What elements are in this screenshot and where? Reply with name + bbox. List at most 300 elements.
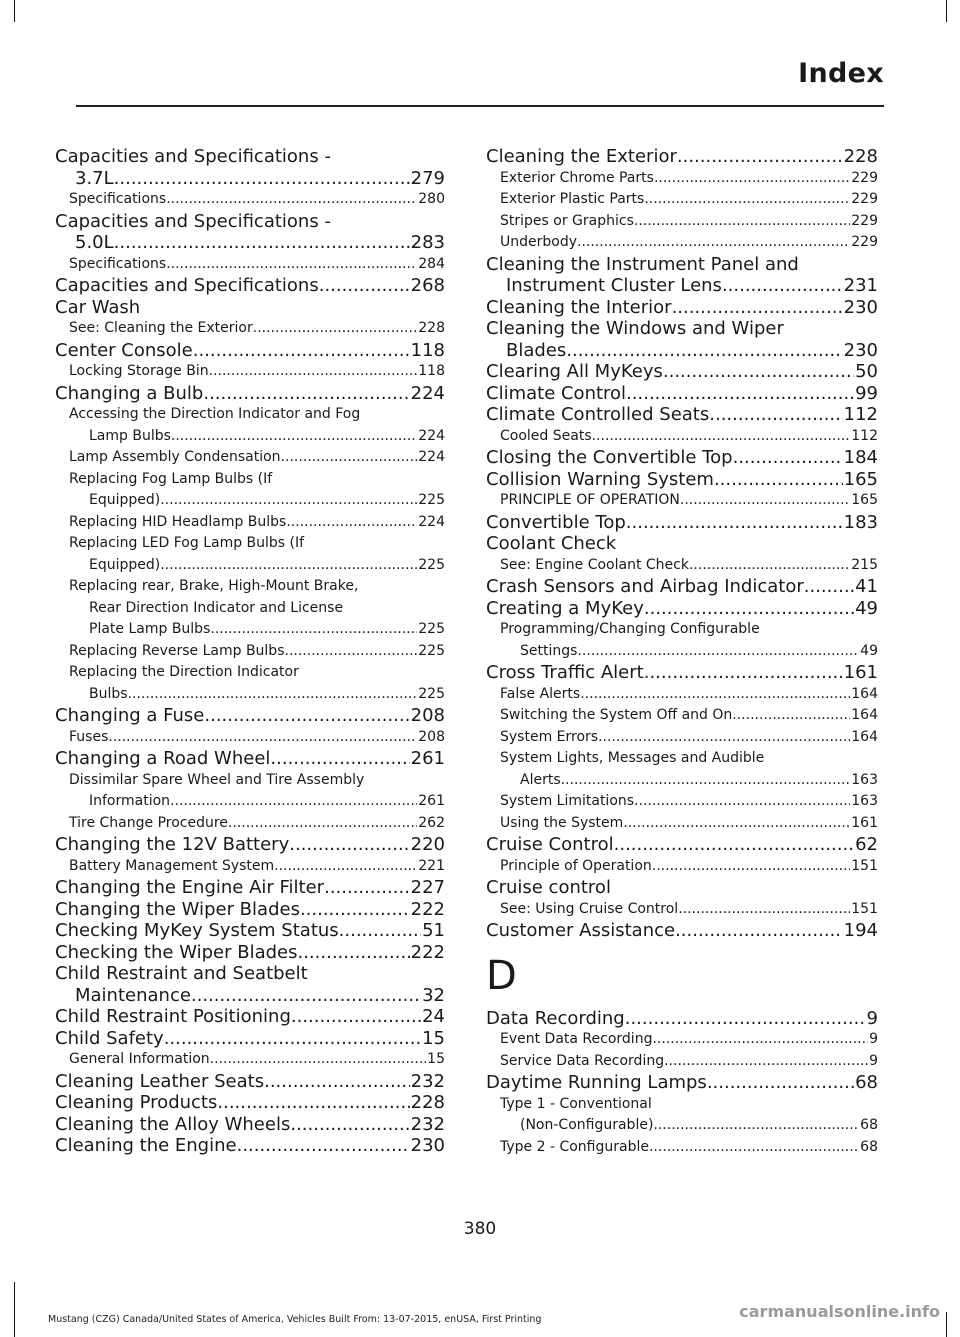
index-entry[interactable]: [486, 404, 878, 426]
dot-leader: [228, 813, 417, 835]
index-subentry[interactable]: [486, 619, 878, 662]
entry-page-number[interactable]: 222: [410, 941, 445, 963]
entry-page-number[interactable]: 228: [843, 146, 878, 167]
index-entry[interactable]: [55, 1028, 445, 1050]
entry-text: See: Cleaning the Exterior: [69, 320, 253, 336]
dot-leader: [709, 404, 842, 426]
entry-page-number[interactable]: 229: [851, 169, 878, 186]
dot-leader: [253, 318, 418, 340]
index-entry[interactable]: [486, 254, 878, 297]
index-entry[interactable]: [55, 877, 445, 899]
entry-text: Cooled Seats: [500, 427, 592, 444]
crop-mark-bottom-left: [14, 1282, 15, 1337]
dot-leader: [170, 791, 417, 813]
entry-text: Bulbs: [89, 685, 128, 702]
entry-text: Replacing HID Headlamp Bulbs: [69, 513, 287, 530]
entry-text: See: Engine Coolant Check: [500, 556, 689, 573]
entry-page-number[interactable]: 183: [843, 511, 878, 533]
entry-text: Exterior Plastic Parts: [500, 191, 645, 207]
entry-text: Principle of Operation: [500, 857, 652, 874]
entry-page-number[interactable]: 232: [410, 1070, 445, 1092]
entry-text: Equipped): [89, 556, 161, 573]
dot-leader: [289, 834, 409, 856]
entry-page-number[interactable]: 220: [410, 834, 445, 855]
entry-text: Cleaning the Windows and Wiper: [486, 318, 784, 339]
entry-text: Collision Warning System: [486, 468, 714, 490]
dot-leader: [626, 512, 843, 534]
watermark: carmanualsonline.info: [739, 1302, 940, 1321]
crop-mark-top-right: [946, 0, 947, 22]
index-entry[interactable]: [55, 1135, 445, 1157]
entry-page-number[interactable]: 68: [855, 1072, 878, 1093]
entry-page-number[interactable]: 232: [410, 1113, 445, 1135]
dot-leader: [614, 834, 854, 856]
index-subentry[interactable]: [55, 189, 445, 211]
dot-leader: [300, 899, 410, 921]
dot-leader: [114, 168, 410, 190]
entry-page-number[interactable]: 118: [418, 363, 445, 379]
entry-text: Climate Controlled Seats: [486, 404, 710, 425]
index-subentry[interactable]: [486, 791, 878, 813]
dot-leader: [626, 383, 854, 405]
entry-page-number[interactable]: 41: [855, 576, 878, 597]
index-subentry[interactable]: [486, 705, 878, 727]
entry-page-number[interactable]: 262: [418, 814, 445, 831]
entry-text: General Information: [69, 1051, 210, 1067]
index-entry[interactable]: [55, 146, 445, 189]
entry-page-number[interactable]: 225: [418, 621, 445, 637]
entry-page-number[interactable]: 228: [418, 320, 445, 336]
index-column-left: [55, 146, 445, 1157]
dot-leader: [678, 899, 850, 921]
dot-leader: [580, 684, 850, 706]
dot-leader: [634, 211, 850, 233]
entry-text: Battery Management System: [69, 857, 275, 874]
entry-text: Center Console: [55, 339, 193, 361]
entry-page-number[interactable]: 230: [843, 339, 878, 361]
entry-text: Changing a Fuse: [55, 705, 205, 726]
index-subentry[interactable]: [486, 1137, 878, 1159]
entry-text: System Errors: [500, 728, 599, 745]
entry-page-number[interactable]: 227: [410, 877, 445, 898]
dot-leader: [204, 705, 409, 727]
entry-text: Changing a Bulb: [55, 382, 204, 404]
entry-text: Capacities and Specifications: [55, 275, 319, 296]
dot-leader: [714, 469, 843, 491]
entry-text: 3.7L: [75, 167, 114, 189]
index-subentry[interactable]: [55, 856, 445, 878]
index-entry[interactable]: [55, 834, 445, 856]
index-subentry[interactable]: [486, 189, 878, 211]
entry-page-number[interactable]: 230: [410, 1135, 445, 1156]
entry-text: Climate Control: [486, 382, 627, 404]
index-entry[interactable]: [486, 361, 878, 383]
entry-text: Child Restraint Positioning: [55, 1006, 291, 1027]
entry-page-number[interactable]: 112: [843, 404, 878, 425]
index-subentry[interactable]: [486, 856, 878, 878]
entry-text: Checking MyKey System Status: [55, 920, 339, 941]
dot-leader: [577, 641, 859, 663]
index-entry[interactable]: [486, 598, 878, 620]
entry-text: Lamp Bulbs: [89, 427, 171, 444]
entry-text: 5.0L: [75, 232, 114, 253]
dot-leader: [160, 490, 417, 512]
index-subentry[interactable]: [55, 533, 445, 576]
index-subentry[interactable]: [55, 447, 445, 469]
dot-leader: [270, 748, 409, 770]
dot-leader: [290, 1114, 409, 1136]
index-entry[interactable]: [486, 469, 878, 491]
entry-text: Cruise control: [486, 877, 611, 898]
index-subentry[interactable]: [486, 899, 878, 921]
index-subentry[interactable]: [486, 727, 878, 749]
index-subentry[interactable]: [55, 469, 445, 512]
index-subentry[interactable]: [486, 684, 878, 706]
index-subentry[interactable]: [55, 813, 445, 835]
entry-text: Replacing LED Fog Lamp Bulbs (If: [69, 535, 305, 551]
index-subentry[interactable]: [486, 555, 878, 577]
entry-text: Equipped): [89, 492, 161, 508]
index-column-right: [486, 146, 878, 1158]
entry-text: Cleaning the Engine: [55, 1135, 237, 1156]
index-subentry[interactable]: [486, 426, 878, 448]
entry-page-number[interactable]: 9: [869, 1031, 878, 1047]
entry-text: Replacing Fog Lamp Bulbs (If: [69, 470, 273, 487]
entry-page-number[interactable]: 15: [427, 1051, 445, 1067]
entry-text: Cleaning the Exterior: [486, 146, 677, 167]
dot-leader: [634, 791, 850, 813]
entry-page-number[interactable]: 231: [843, 275, 878, 296]
index-subentry[interactable]: [486, 490, 878, 512]
dot-leader: [577, 232, 850, 254]
index-entry[interactable]: [486, 662, 878, 684]
entry-text: Specifications: [69, 255, 167, 272]
dot-leader: [209, 361, 418, 383]
entry-text: Child Restraint and Seatbelt: [55, 963, 308, 984]
index-entry[interactable]: [55, 963, 445, 1006]
dot-leader: [160, 555, 417, 577]
entry-text: Maintenance: [75, 984, 191, 1006]
dot-leader: [191, 985, 421, 1007]
index-entry[interactable]: [55, 748, 445, 770]
entry-page-number[interactable]: 261: [410, 748, 445, 769]
dot-leader: [561, 770, 851, 792]
dot-leader: [291, 1006, 421, 1028]
dot-leader: [722, 275, 843, 297]
footer-edition-text: Mustang (CZG) Canada/United States of America, Vehicles Built From: 13-07-2015, enUSA, First Printing: [48, 1314, 542, 1325]
dot-leader: [649, 1137, 859, 1159]
entry-page-number[interactable]: 229: [851, 212, 878, 229]
index-subentry[interactable]: [55, 770, 445, 813]
entry-page-number[interactable]: 165: [851, 492, 878, 508]
dot-leader: [653, 1115, 859, 1137]
index-entry[interactable]: [486, 1072, 878, 1094]
entry-page-number[interactable]: 118: [410, 339, 445, 361]
entry-text: Dissimilar Spare Wheel and Tire Assembly: [69, 771, 365, 788]
entry-text: System Limitations: [500, 793, 635, 809]
entry-page-number[interactable]: 49: [855, 597, 878, 619]
index-subentry[interactable]: [55, 318, 445, 340]
dot-leader: [652, 1029, 868, 1051]
entry-page-number[interactable]: 224: [418, 449, 445, 465]
dot-leader: [297, 942, 409, 964]
entry-page-number[interactable]: 9: [869, 1052, 878, 1069]
dot-leader: [114, 232, 410, 254]
dot-leader: [675, 920, 843, 942]
index-entry[interactable]: [486, 297, 878, 319]
index-entry[interactable]: [486, 447, 878, 469]
entry-text: Capacities and Specifications -: [55, 210, 331, 232]
entry-text: Cleaning the Instrument Panel and: [486, 253, 799, 275]
dot-leader: [592, 426, 851, 448]
index-entry[interactable]: [55, 383, 445, 405]
page-number: 380: [463, 1219, 497, 1239]
dot-leader: [286, 512, 417, 534]
index-entry[interactable]: [55, 942, 445, 964]
entry-text: Tire Change Procedure: [69, 814, 228, 831]
index-entry[interactable]: [55, 297, 445, 319]
crop-mark-bottom-right: [946, 1312, 947, 1337]
entry-page-number[interactable]: 24: [422, 1006, 445, 1027]
entry-text: False Alerts: [500, 685, 581, 702]
entry-text: Checking the Wiper Blades: [55, 941, 298, 963]
index-entry[interactable]: [55, 1114, 445, 1136]
entry-page-number[interactable]: 68: [860, 1117, 878, 1133]
entry-text: Convertible Top: [486, 511, 626, 533]
index-subentry[interactable]: [486, 1051, 878, 1073]
entry-page-number[interactable]: 224: [410, 382, 445, 404]
entry-page-number[interactable]: 224: [418, 513, 445, 530]
entry-page-number[interactable]: 164: [851, 707, 878, 723]
dot-leader: [319, 275, 410, 297]
entry-page-number[interactable]: 230: [843, 296, 878, 318]
entry-page-number[interactable]: 163: [851, 793, 878, 809]
index-entry[interactable]: [486, 318, 878, 361]
entry-page-number[interactable]: 225: [418, 685, 445, 702]
entry-text: Replacing Reverse Lamp Bulbs: [69, 642, 285, 659]
index-entry[interactable]: [486, 877, 878, 899]
entry-page-number[interactable]: 224: [418, 427, 445, 444]
entry-text: Event Data Recording: [500, 1031, 653, 1047]
entry-text: Rear Direction Indicator and License: [89, 599, 344, 616]
entry-page-number[interactable]: 112: [851, 427, 878, 444]
dot-leader: [339, 920, 421, 942]
entry-page-number[interactable]: 225: [418, 642, 445, 659]
index-entry[interactable]: [486, 1008, 878, 1030]
entry-page-number[interactable]: 62: [855, 834, 878, 855]
entry-page-number[interactable]: 15: [422, 1027, 445, 1049]
dot-leader: [644, 189, 850, 211]
entry-page-number[interactable]: 229: [851, 234, 878, 250]
entry-text: Information: [89, 793, 171, 809]
entry-text: PRINCIPLE OF OPERATION: [500, 492, 680, 508]
entry-text: Plate Lamp Bulbs: [89, 621, 211, 637]
dot-leader: [689, 555, 850, 577]
entry-page-number[interactable]: 49: [860, 642, 878, 659]
entry-text: Child Safety: [55, 1027, 164, 1049]
index-entry[interactable]: [55, 340, 445, 362]
index-entry[interactable]: [486, 512, 878, 534]
entry-page-number[interactable]: 164: [851, 685, 878, 702]
index-entry[interactable]: [55, 1006, 445, 1028]
entry-text: Fuses: [69, 728, 109, 745]
index-subentry[interactable]: [55, 576, 445, 641]
entry-page-number[interactable]: 222: [410, 898, 445, 920]
entry-text: Exterior Chrome Parts: [500, 169, 654, 186]
dot-leader: [598, 727, 850, 749]
entry-text: Capacities and Specifications -: [55, 146, 331, 167]
entry-text: Alerts: [520, 771, 561, 788]
index-subentry[interactable]: [486, 232, 878, 254]
dot-leader: [237, 1135, 410, 1157]
index-subentry[interactable]: [55, 727, 445, 749]
dot-leader: [166, 189, 417, 211]
entry-page-number[interactable]: 50: [855, 361, 878, 382]
dot-leader: [625, 1008, 866, 1030]
dot-leader: [281, 447, 418, 469]
index-entry[interactable]: [55, 899, 445, 921]
entry-page-number[interactable]: 208: [410, 705, 445, 726]
entry-text: Type 2 - Configurable: [500, 1138, 649, 1155]
index-subentry[interactable]: [55, 512, 445, 534]
entry-text: Using the System: [500, 814, 624, 831]
entry-page-number[interactable]: 280: [418, 191, 445, 207]
entry-text: Accessing the Direction Indicator and Fog: [69, 406, 361, 422]
entry-page-number[interactable]: 151: [851, 900, 878, 917]
dot-leader: [644, 662, 843, 684]
entry-text: Closing the Convertible Top: [486, 447, 733, 468]
entry-page-number[interactable]: 161: [843, 662, 878, 683]
entry-page-number[interactable]: 184: [843, 447, 878, 468]
index-subentry[interactable]: [55, 254, 445, 276]
entry-page-number[interactable]: 165: [843, 468, 878, 490]
index-entry[interactable]: [486, 383, 878, 405]
index-entry[interactable]: [55, 920, 445, 942]
index-subentry[interactable]: [486, 1029, 878, 1051]
entry-page-number[interactable]: 51: [422, 920, 445, 941]
entry-text: Car Wash: [55, 296, 141, 318]
entry-text: Lamp Assembly Condensation: [69, 449, 281, 465]
index-entry[interactable]: [55, 275, 445, 297]
index-subentry[interactable]: [486, 1094, 878, 1137]
entry-text: Programming/Changing Configurable: [500, 621, 760, 637]
crop-mark-top-left: [14, 0, 15, 22]
entry-text: Underbody: [500, 234, 577, 250]
entry-text: Switching the System Off and On: [500, 707, 733, 723]
entry-page-number[interactable]: 221: [418, 857, 445, 874]
entry-text: System Lights, Messages and Audible: [500, 750, 765, 766]
header-divider: [76, 105, 884, 107]
entry-text: Service Data Recording: [500, 1052, 665, 1069]
entry-text: Locking Storage Bin: [69, 363, 209, 379]
entry-page-number[interactable]: 268: [410, 275, 445, 296]
index-entry[interactable]: [486, 533, 878, 555]
index-entry[interactable]: [486, 146, 878, 168]
index-subentry[interactable]: [486, 813, 878, 835]
entry-page-number[interactable]: 194: [843, 920, 878, 941]
index-entry[interactable]: [486, 920, 878, 942]
entry-page-number[interactable]: 208: [418, 728, 445, 745]
dot-leader: [193, 340, 410, 362]
entry-text: Stripes or Graphics: [500, 212, 634, 229]
index-subentry[interactable]: [486, 211, 878, 233]
entry-page-number[interactable]: 32: [422, 984, 445, 1006]
dot-leader: [654, 168, 850, 190]
dot-leader: [166, 254, 417, 276]
index-subentry[interactable]: [486, 748, 878, 791]
entry-text: Cleaning Leather Seats: [55, 1070, 265, 1092]
entry-page-number[interactable]: 225: [418, 492, 445, 508]
entry-page-number[interactable]: 228: [410, 1092, 445, 1113]
index-subentry[interactable]: [55, 662, 445, 705]
entry-text: Customer Assistance: [486, 920, 676, 941]
index-subentry[interactable]: [55, 1049, 445, 1071]
entry-page-number[interactable]: 151: [851, 857, 878, 874]
entry-text: Settings: [520, 642, 578, 659]
entry-page-number[interactable]: 68: [860, 1138, 878, 1155]
dot-leader: [203, 383, 409, 405]
entry-page-number[interactable]: 229: [851, 191, 878, 207]
entry-page-number[interactable]: 163: [851, 771, 878, 788]
entry-page-number[interactable]: 99: [855, 382, 878, 404]
entry-page-number[interactable]: 261: [418, 793, 445, 809]
page-title: Index: [798, 58, 884, 89]
dot-leader: [274, 856, 417, 878]
entry-text: Replacing rear, Brake, High-Mount Brake,: [69, 578, 359, 594]
index-entry[interactable]: [55, 1071, 445, 1093]
entry-page-number[interactable]: 284: [418, 255, 445, 272]
entry-page-number[interactable]: 279: [410, 167, 445, 189]
index-entry[interactable]: [486, 576, 878, 598]
dot-leader: [652, 856, 851, 878]
index-subentry[interactable]: [55, 404, 445, 447]
entry-page-number[interactable]: 161: [851, 814, 878, 831]
index-subentry[interactable]: [55, 361, 445, 383]
dot-leader: [217, 1092, 409, 1114]
entry-page-number[interactable]: 9: [866, 1007, 878, 1029]
dot-leader: [732, 705, 850, 727]
dot-leader: [210, 1049, 427, 1071]
entry-text: Cross Traffic Alert: [486, 662, 644, 683]
entry-text: See: Using Cruise Control: [500, 900, 679, 917]
entry-text: Changing the Wiper Blades: [55, 898, 300, 920]
index-entry[interactable]: [55, 1092, 445, 1114]
entry-page-number[interactable]: 215: [851, 556, 878, 573]
entry-text: Daytime Running Lamps: [486, 1072, 707, 1093]
entry-page-number[interactable]: 164: [851, 728, 878, 745]
index-subentry[interactable]: [486, 168, 878, 190]
entry-text: Instrument Cluster Lens: [506, 275, 722, 296]
index-entry[interactable]: [55, 211, 445, 254]
dot-leader: [566, 340, 842, 362]
dot-leader: [677, 146, 843, 168]
index-letter-heading: D: [486, 952, 517, 999]
entry-page-number[interactable]: 283: [410, 232, 445, 253]
dot-leader: [324, 877, 410, 899]
entry-text: Replacing the Direction Indicator: [69, 664, 299, 680]
entry-page-number[interactable]: 225: [418, 556, 445, 573]
entry-text: Type 1 - Conventional: [500, 1095, 652, 1112]
entry-text: Cleaning Products: [55, 1092, 218, 1113]
index-entry[interactable]: [486, 834, 878, 856]
dot-leader: [108, 727, 417, 749]
dot-leader: [210, 619, 417, 641]
index-entry[interactable]: [55, 705, 445, 727]
entry-text: Changing a Road Wheel: [55, 748, 271, 769]
entry-text: Creating a MyKey: [486, 597, 644, 619]
dot-leader: [285, 641, 418, 663]
index-subentry[interactable]: [55, 641, 445, 663]
